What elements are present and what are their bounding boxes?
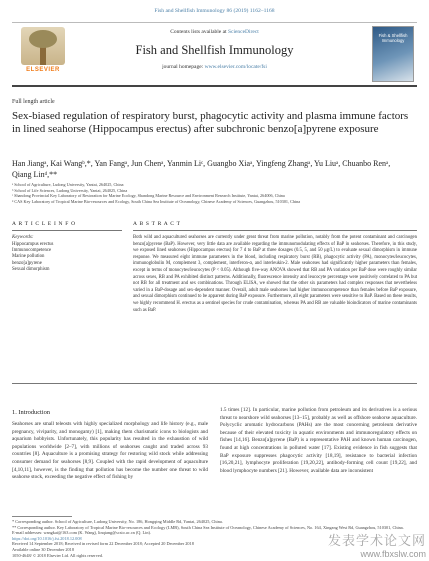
introduction-right-column: 1.5 times [12]. In particular, marine pollution from petroleum and its derivatives is a serious threat to nearshore wild seahorses [13–15], probably as well as offshore seahorse aquaculture. Polycyclic aromatic hydrocarbons (PAHs) are the most concerning petroleum derivative because of their elevated toxicity in aquatic environments and immunoregulatory effects on fishes [14,16]. Benzo[a]pyrene (BaP) is a representative PAH and known human carcinogen, found at high concentrations in polluted water [17]. Existing evidence in fish suggests that BaP exposure suppresses phagocytic activity [18,19], resistance to bacterial infection [16,20,21], lymphocyte proliferation [19,20,22], antibody-forming cell count [19,22], and blood lymphocyte numbers [21]. However, available data are inconsistent: [220, 407, 417, 474]
keywords-list: [12, 242, 122, 273]
cover-title: Fish & Shellfish Immunology: [378, 33, 408, 43]
keyword-item: Marine pollution: [12, 254, 45, 260]
journal-title: Fish and Shellfish Immunology: [135, 43, 294, 57]
affiliation-item: ᶜ Shandong Provincial Key Laboratory of Restoration for Marine Ecology, Shandong Marine Resource and Environment Research Institute, Yantai, 264006, China: [12, 193, 285, 199]
footnote-email[interactable]: E-mail addresses: wangkai@163.com (K. Wang), linqiang@scsio.ac.cn (Q. Lin).: [12, 530, 151, 536]
journal-cover-thumbnail[interactable]: [372, 26, 414, 82]
footnote-corresponding-2: ** Corresponding author. Key Laboratory of Tropical Marine Bio-resources and Ecology (LMB), South China Sea Institute of Oceanology, Chinese Academy of Sciences, No. 164, Xingang West Rd, Guangzhou, 510301, China.: [12, 524, 404, 530]
sciencedirect-link[interactable]: ScienceDirect: [227, 29, 259, 35]
keywords-label: Keywords:: [12, 235, 34, 240]
keyword-item: benzo[a]pyrene: [12, 260, 42, 266]
footnote-corresponding-1: * Corresponding author. School of Agriculture, Ludong University, No. 186, Hongqing Middle Rd, Yantai, 264025, China.: [12, 519, 223, 524]
keyword-item: Sexual dimorphism: [12, 266, 50, 272]
affiliation-item: ᵃ School of Agriculture, Ludong University, Yantai, 264025, China: [12, 182, 124, 187]
site-watermark: [326, 530, 426, 559]
contents-prefix: Contents lists available at: [170, 29, 228, 35]
available-online: Available online 30 December 2018: [12, 546, 74, 552]
doi-link[interactable]: https://doi.org/10.1016/j.fsi.2018.12.008: [12, 535, 82, 541]
author-list: Han Jiangᵃ, Kai Wangᵇ,*, Yan Fangᵃ, Jun Chenᵃ, Yanmin Liᶜ, Guangbo Xiaᵃ, Yingfeng Zhangᵃ, Yu Liuᵃ, Chuanbo Renᵃ, Qiang Linᵈ,**: [12, 159, 391, 179]
article-type: Full length article: [12, 99, 55, 105]
paper-title: Sex-biased regulation of respiratory burst, phagocytic activity and plasma immune factors in lined seahorse (Hippocampus erectus) after subchronic benzo[a]pyrene exposure: [12, 110, 409, 135]
watermark-url: www.fbxslw.com: [360, 549, 426, 559]
footnote-divider: [12, 516, 72, 517]
journal-masthead: [12, 22, 417, 87]
homepage-link[interactable]: www.elsevier.com/locate/fsi: [204, 64, 267, 70]
affiliation-item: ᵈ CAS Key Laboratory of Tropical Marine Bio-resources and Ecology, South China Sea Institute of Oceanology, Chinese Academy of Sciences, Guangzhou, 510301, China: [12, 198, 301, 204]
abstract-divider: [133, 230, 417, 231]
watermark-cn: 发表学术论文网: [327, 534, 426, 549]
journal-homepage: [12, 64, 417, 70]
keyword-item: Immunocompetence: [12, 248, 52, 254]
abstract-heading: A B S T R A C T: [133, 221, 181, 227]
affiliation-item: ᵇ School of Life Sciences, Ludong University, Yantai, 264025, China: [12, 187, 128, 193]
article-info-heading: A R T I C L E I N F O: [12, 221, 76, 227]
keyword-item: Hippocampus erectus: [12, 242, 54, 247]
introduction-left-column: Seahorses are small teleosts with highly specialized morphology and life history (e.g., male pregnancy, viviparity, and monogamy) [1], making them charismatic icons to biologists and aquarium hobbyists. Unfortunately, this popularity has resulted in the exhaustion of wild populations worldwide [2–7], with millions of seahorses caught and traded across 93 countries [8]. Aquaculture is a promising strategy for restoring wild stock while addressing consumer demand for seahorses [8,9]. Coupled with the rapid development of aquaculture [4,10,11], however, is the finding that pollution has become the number one threat to wild seahorse stock, exceeding the negative effect of fishing by: [12, 421, 208, 481]
contents-line: [12, 29, 417, 35]
journal-reference[interactable]: Fish and Shellfish Immunology 86 (2019) 1162–1168: [154, 8, 275, 14]
affiliations: [12, 182, 412, 204]
section-divider: [12, 383, 417, 384]
introduction-heading: 1. Introduction: [12, 409, 50, 416]
copyright-line: 1050-4648/ © 2018 Elsevier Ltd. All rights reserved.: [12, 552, 103, 558]
article-info-divider: [12, 230, 122, 231]
homepage-prefix: journal homepage:: [162, 64, 205, 70]
elsevier-logo-text: ELSEVIER: [26, 67, 60, 73]
received-dates: Received 14 September 2018; Received in revised form 22 December 2018; Accepted 20 December 2018: [12, 541, 194, 547]
abstract-text: Both wild and aquacultured seahorses are currently under great threat from marine pollution, notably from the potent contaminant and carcinogen benzo[a]pyrene (BaP). However, very little data are available regarding the immunomodulating effects of BaP in seahorses. Therefore, in this study, we exposed lined seahorses (Hippocampus erectus) for 7 d to BaP at three dosages (0.5, 5, and 50 μg/L) to evaluate sexual dimorphism in immune response. We measured eight immune parameters in the blood, including respiratory burst (RB), phagocytic activity (PA), monocytes/leucocytes, immunoglobulin M, complement 3, complement, interferon-α, and interleukin-2. Male seahorses had significantly higher parameters than females, except in terms of monocytes/leucocytes (P < 0.05). Although five-way ANOVA showed that RB and PA variation per BaP dose were roughly similar across sexes, RB and PA exhibited distinct patterns. Additionally, fluorescence intensity and leucocyte percentage were positively correlated to PA but not RB for all treatment and sex combinations. Through ELISA, we showed that the other six parameters had complex responses that nevertheless varied in a BaP-dosage and sex-dependent manner. Overall, adult male seahorses had higher immunocompetence than females before BaP exposure, and sexual dimorphism continued to be apparent during BaP exposure. Furthermore, all eight parameters were sensitive to BaP. Based on these results, we highly recommend H. erectus as a sentinel species for crude contamination, whereas PA and RB are valuable bioindicators of marine contaminants such as BaP.: [133, 235, 417, 313]
